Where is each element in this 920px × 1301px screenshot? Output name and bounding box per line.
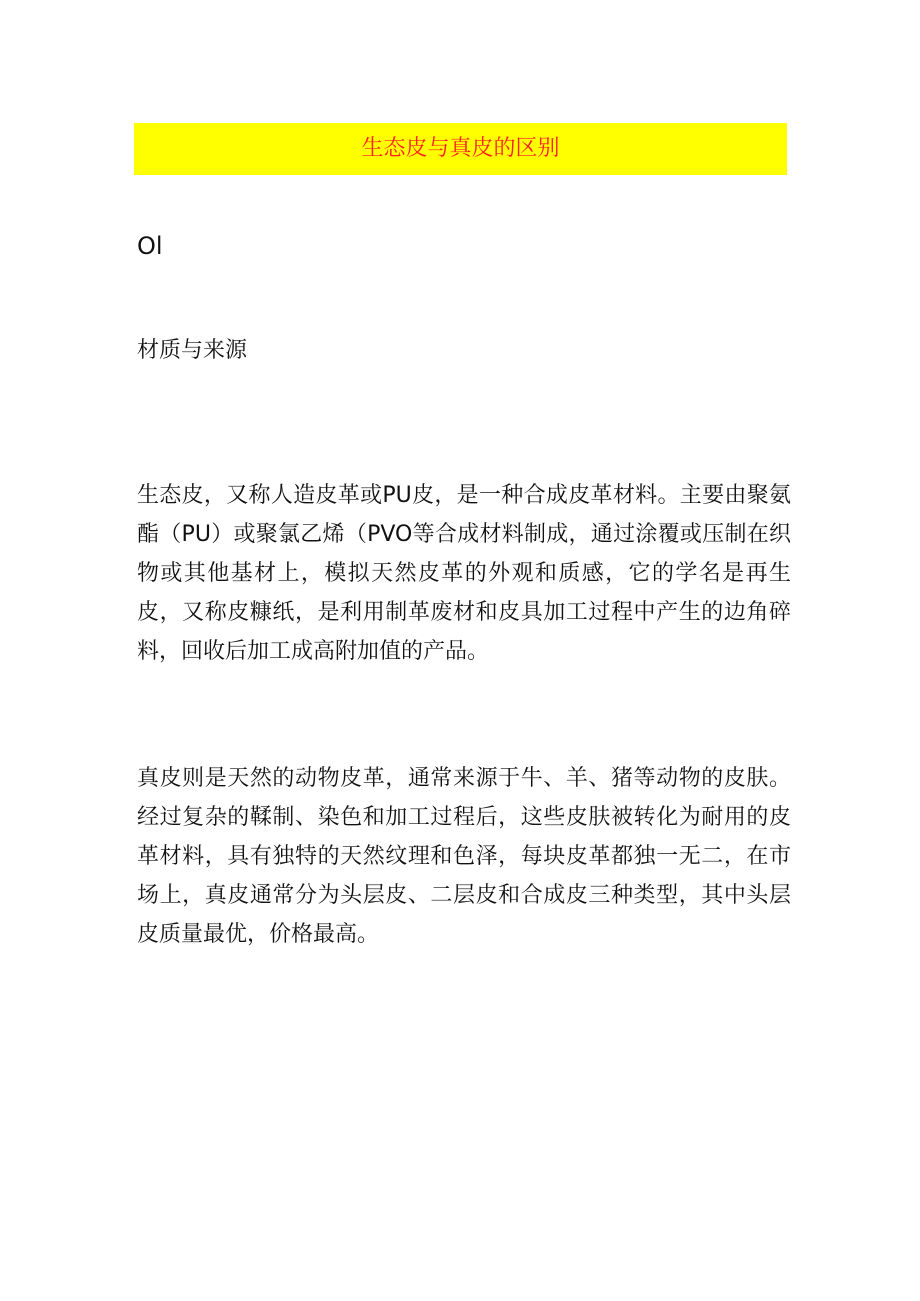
section-heading: 材质与来源 [137, 338, 248, 363]
paragraph-eco-leather: 生态皮，又称人造皮革或PU皮，是一种合成皮革材料。主要由聚氨酯（PU）或聚氯乙烯（PVO等合成材料制成，通过涂覆或压制在织物或其他基材上，模拟天然皮革的外观和质感，它的学名是再生皮，又称皮糠纸，是利用制革废材和皮具加工过程中产生的边角碎料，回收后加工成高附加值的产品。 [137, 483, 791, 664]
title-banner [134, 123, 787, 175]
section-number: Ol [137, 232, 163, 260]
paragraph-genuine-leather: 真皮则是天然的动物皮革，通常来源于牛、羊、猪等动物的皮肤。经过复杂的鞣制、染色和加工过程后，这些皮肤被转化为耐用的皮革材料，具有独特的天然纹理和色泽，每块皮革都独一无二，在市场上，真皮通常分为头层皮、二层皮和合成皮三种类型，其中头层皮质量最优，价格最高。 [137, 766, 791, 947]
document-title: 生态皮与真皮的区别 [361, 136, 560, 161]
